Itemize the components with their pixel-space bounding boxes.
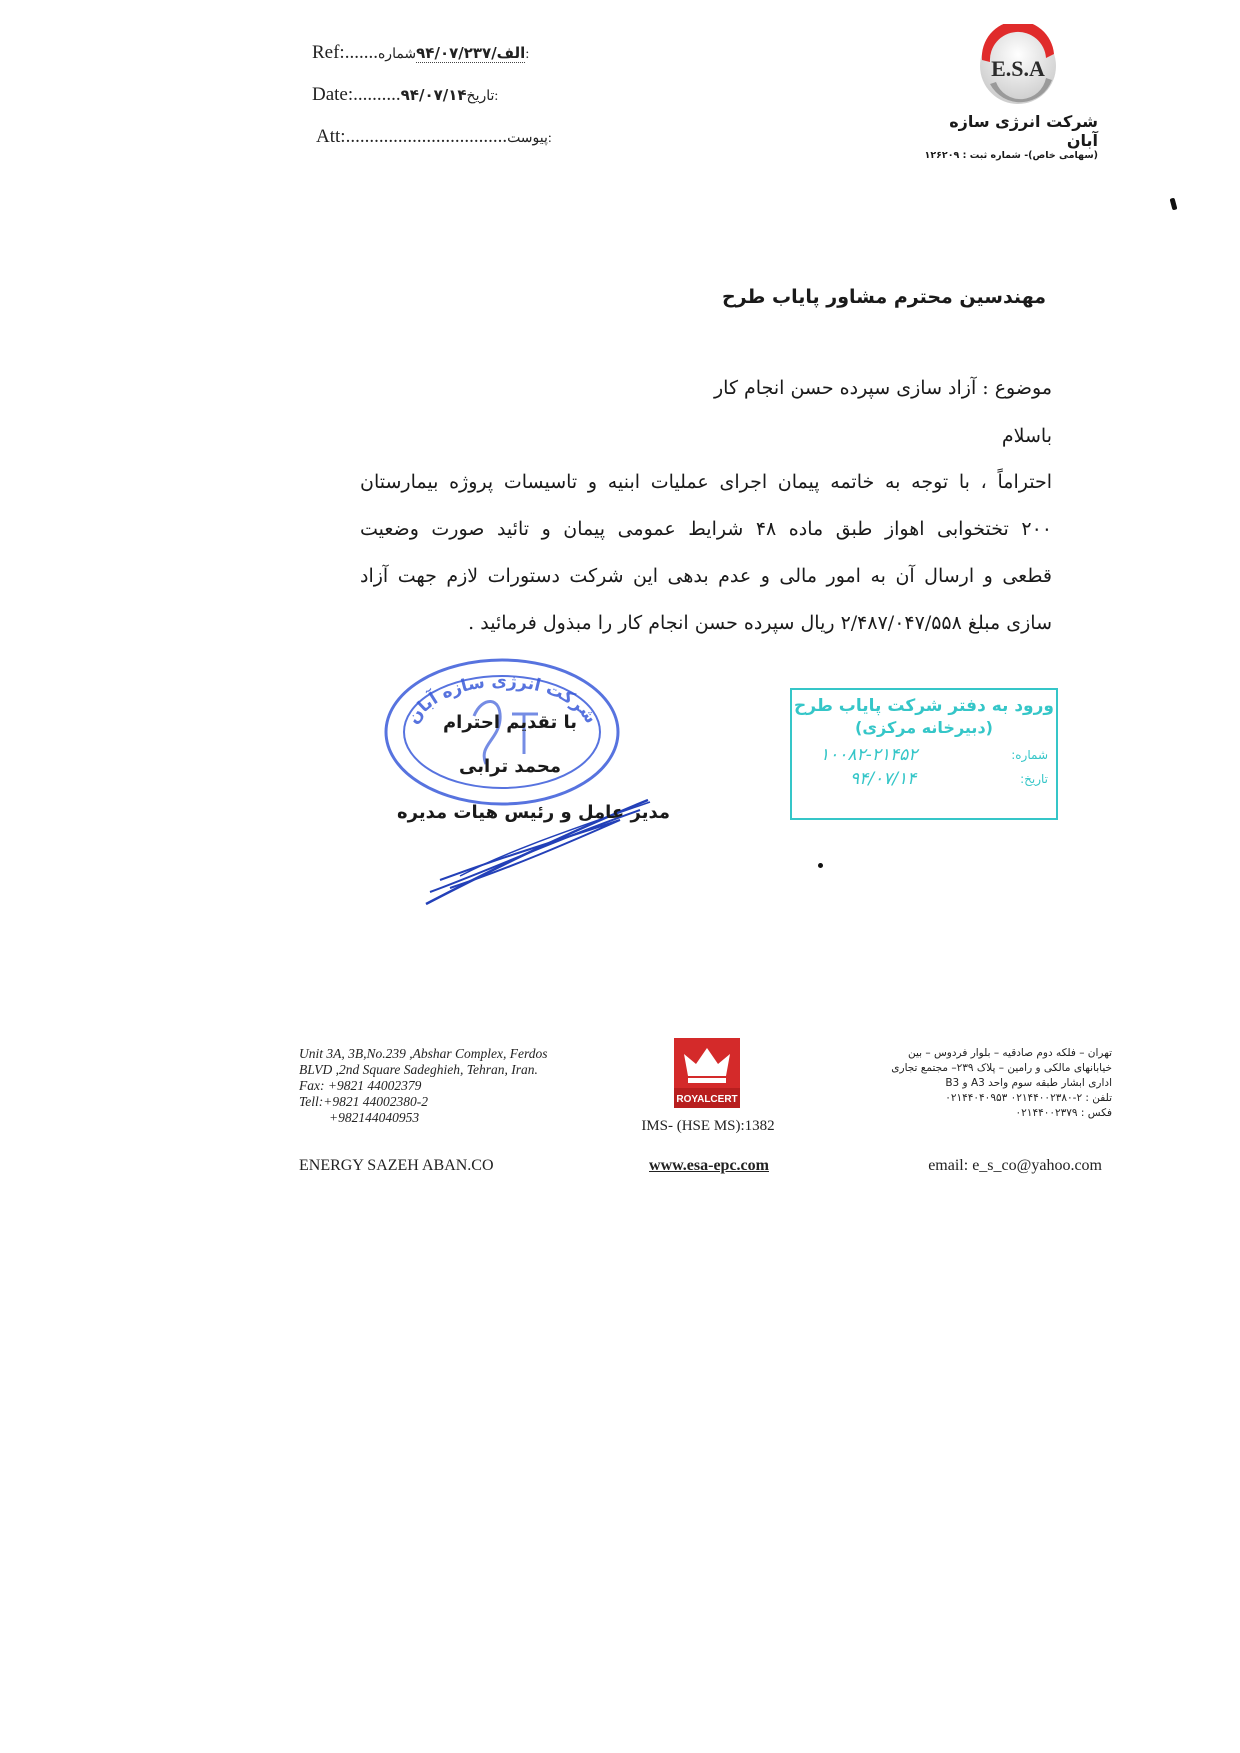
date-label: Date: — [312, 84, 354, 105]
esa-logo-icon — [972, 24, 1064, 106]
signatory-name: محمد ترابی — [459, 756, 561, 777]
stamp-subtitle: (دبیرخانه مرکزی) — [855, 718, 993, 737]
stamp-title: ورود به دفتر شرکت پایاب طرح — [794, 696, 1054, 716]
body-line: ۲۰۰ تختخوابی اهواز طبق ماده ۴۸ شرایط عمومی پیمان و تائید صورت وضعیت — [360, 518, 1052, 540]
date-value: ۹۴/۰۷/۱۴ — [400, 86, 467, 104]
footer-address-en — [299, 1046, 599, 1126]
ref-label-fa: شماره: — [377, 47, 530, 62]
signature-scribble-icon — [420, 780, 660, 910]
closing: با تقدیم احترام — [442, 712, 578, 733]
company-logo — [972, 24, 1064, 106]
footer-address-fa — [840, 1046, 1112, 1121]
stamp-number-row — [792, 745, 1056, 765]
stamp-date-value: ۹۴/۰۷/۱۴ — [850, 769, 917, 789]
tel-line-2: +982144040953 — [329, 1110, 420, 1125]
stamp-date-label: تاریخ: — [1020, 772, 1048, 786]
address-line-fa: اداری ابشار طبقه سوم واحد A3 و B3 — [945, 1077, 1112, 1089]
greeting: باسلام — [1001, 425, 1052, 447]
address-line: BLVD ,2nd Square Sadeghieh, Tehran, Iran. — [299, 1062, 538, 1077]
stamp-number-label: شماره: — [1011, 748, 1048, 762]
website-link[interactable]: www.esa-epc.com — [649, 1157, 769, 1174]
fax-line: Fax: +9821 44002379 — [299, 1078, 422, 1093]
seal-text: شرکت انرژی سازه آبان — [403, 671, 601, 728]
ref-label: Ref: — [312, 42, 345, 63]
att-label-fa: پیوست: — [507, 131, 552, 146]
date-row: Date:..........۹۴/۰۷/۱۴تاریخ: — [312, 84, 499, 105]
att-row: Att:..................................پیوست: — [316, 126, 552, 147]
fax-line-fa: فکس : ۰۲۱۴۴۰۰۲۳۷۹ — [1015, 1107, 1112, 1119]
company-registration: (سهامی خاص)- شماره ثبت : ۱۲۶۲۰۹ — [924, 150, 1098, 161]
scan-mark — [1170, 198, 1178, 211]
stamp-date-row — [792, 769, 1056, 789]
royalcert-text: ROYALCERT — [676, 1094, 738, 1105]
royalcert-logo — [674, 1038, 740, 1108]
body-line: قطعی و ارسال آن به امور مالی و عدم بدهی این شرکت دستورات لازم جهت آزاد — [360, 565, 1052, 587]
royalcert-crown-icon — [674, 1038, 740, 1108]
letter-body — [360, 459, 1052, 647]
date-label-fa: تاریخ: — [466, 89, 499, 104]
signatory-title: مدیر عامل و رئیس هیات مدیره — [397, 802, 670, 823]
ref-row: Ref:....... الف/۹۴/۰۷/۲۳۷شماره: — [312, 42, 530, 63]
scan-dot — [818, 863, 823, 868]
receipt-stamp — [790, 688, 1058, 820]
footer-email[interactable]: email: e_s_co@yahoo.com — [928, 1157, 1102, 1174]
footer-company-en: ENERGY SAZEH ABAN.CO — [299, 1157, 494, 1174]
handwritten-signature — [420, 780, 660, 910]
ref-value: الف/۹۴/۰۷/۲۳۷ — [416, 44, 526, 62]
ims-text: IMS- (HSE MS):1382 — [641, 1118, 775, 1134]
body-line: احتراماً ، با توجه به خاتمه پیمان اجرای عملیات ابنیه و تاسیسات پروژه بیمارستان — [360, 471, 1052, 493]
logo-text: E.S.A — [991, 56, 1045, 81]
body-line: سازی مبلغ ۲/۴۸۷/۰۴۷/۵۵۸ ریال سپرده حسن انجام کار را مبذول فرمائید . — [468, 612, 1052, 634]
subject: موضوع : آزاد سازی سپرده حسن انجام کار — [713, 377, 1052, 399]
att-label: Att: — [316, 126, 346, 147]
phone-line-fa: تلفن : ۲-۰۲۱۴۴۰۰۲۳۸۰ ۰۲۱۴۴۰۴۰۹۵۳ — [945, 1092, 1112, 1104]
tel-line: Tell:+9821 44002380-2 — [299, 1094, 428, 1109]
address-line: Unit 3A, 3B,No.239 ,Abshar Complex, Ferdos — [299, 1046, 548, 1061]
stamp-number-value: ۱۰۰۸۲-۲۱۴۵۲ — [820, 745, 918, 765]
address-line-fa: تهران – فلکه دوم صادقیه – بلوار فردوس – بین — [907, 1047, 1112, 1059]
recipient: مهندسین محترم مشاور پایاب طرح — [721, 286, 1046, 308]
address-line-fa: خیابانهای مالکی و رامین – پلاک ۲۳۹– مجتمع تجاری — [891, 1062, 1112, 1074]
company-name: شرکت انرژی سازه آبان — [949, 112, 1098, 150]
